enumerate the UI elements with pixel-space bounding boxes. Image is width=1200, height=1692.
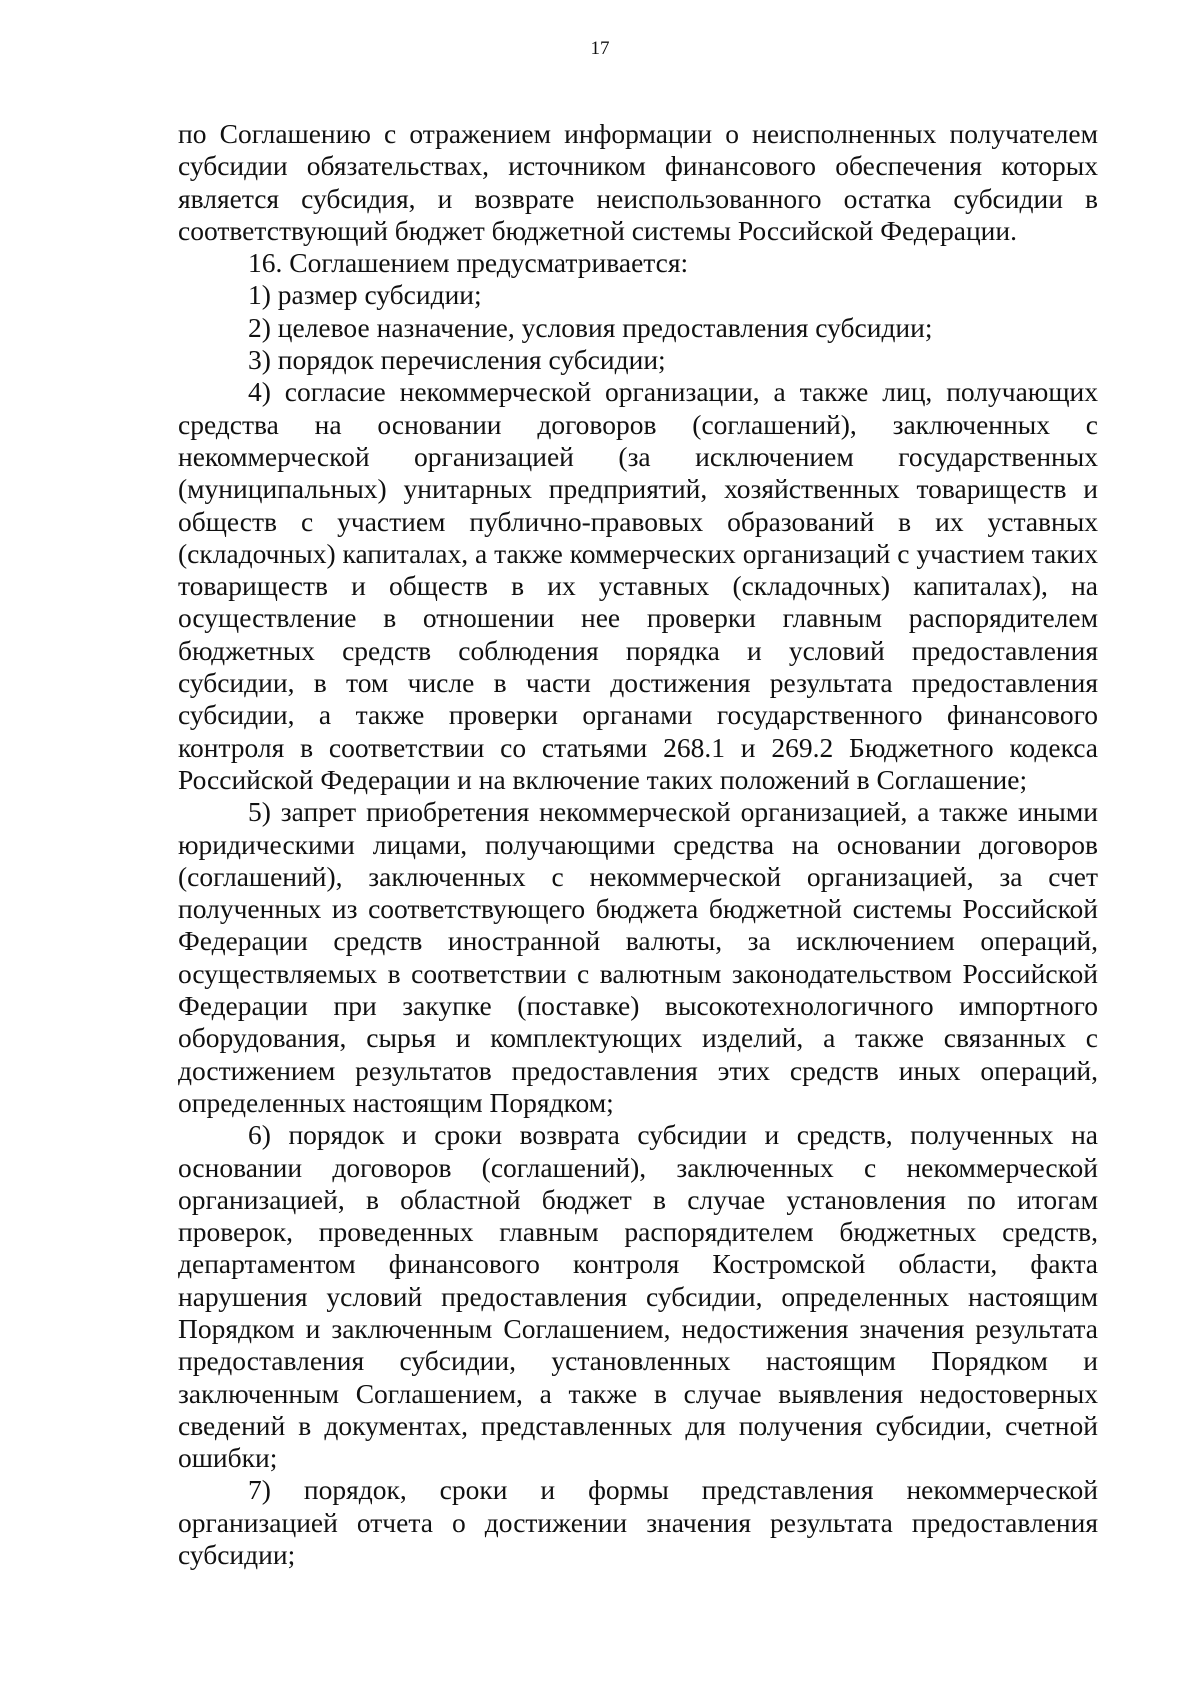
list-item-4: 4) согласие некоммерческой организации, а также лиц, получающих средства на основании договоров (соглашений), заключенных с некоммерческой организацией (за исключением государственных (муниципальных) унитарных предприятий, хозяйственных товариществ и обществ с участием публично-правовых образований в их уставных (складочных) капиталах, а также коммерческих организаций с участием таких товариществ и обществ в их уставных (складочных) капиталах), на осуществление в отношении нее проверки главным распорядителем бюджетных средств соблюдения порядка и условий предоставления субсидии, в том числе в части достижения результата предоставления субсидии, а также проверки органами государственного финансового контроля в соответствии со статьями 268.1 и 269.2 Бюджетного кодекса Российской Федерации и на включение таких положений в Соглашение; [178,376,1098,795]
list-item-5: 5) запрет приобретения некоммерческой организацией, а также иными юридическими лицами, получающими средства на основании договоров (соглашений), заключенных с некоммерческой организацией, за счет полученных из соответствующего бюджета бюджетной системы Российской Федерации средств иностранной валюты, за исключением операций, осуществляемых в соответствии с валютным законодательством Российской Федерации при закупке (поставке) высокотехнологичного импортного оборудования, сырья и комплектующих изделий, а также связанных с достижением результатов предоставления этих средств иных операций, определенных настоящим Порядком; [178,796,1098,1118]
paragraph-continuation: по Соглашению с отражением информации о неисполненных получателем субсидии обязательствах, источником финансового обеспечения которых является субсидия, и возврате неиспользованного остатка субсидии в соответствующий бюджет бюджетной системы Российской Федерации. [178,118,1098,246]
list-item-1: 1) размер субсидии; [248,279,482,311]
list-item-6: 6) порядок и сроки возврата субсидии и средств, полученных на основании договоров (соглашений), заключенных с некоммерческой организацией, в областной бюджет в случае установления по итогам проверок, проведенных главным распорядителем бюджетных средств, департаментом финансового контроля Костромской области, факта нарушения условий предоставления субсидии, определенных настоящим Порядком и заключенным Соглашением, недостижения значения результата предоставления субсидии, установленных настоящим Порядком и заключенным Соглашением, а также в случае выявления недостоверных сведений в документах, представленных для получения субсидии, счетной ошибки; [178,1119,1098,1474]
list-item-3: 3) порядок перечисления субсидии; [248,344,666,376]
list-item-2: 2) целевое назначение, условия предоставления субсидии; [248,311,933,343]
list-item-7: 7) порядок, сроки и формы представления некоммерческой организацией отчета о достижении значения результата предоставления субсидии; [178,1474,1098,1571]
document-body [178,118,1098,1571]
page-number: 17 [590,38,610,59]
paragraph-item-16: 16. Соглашением предусматривается: [248,247,689,279]
